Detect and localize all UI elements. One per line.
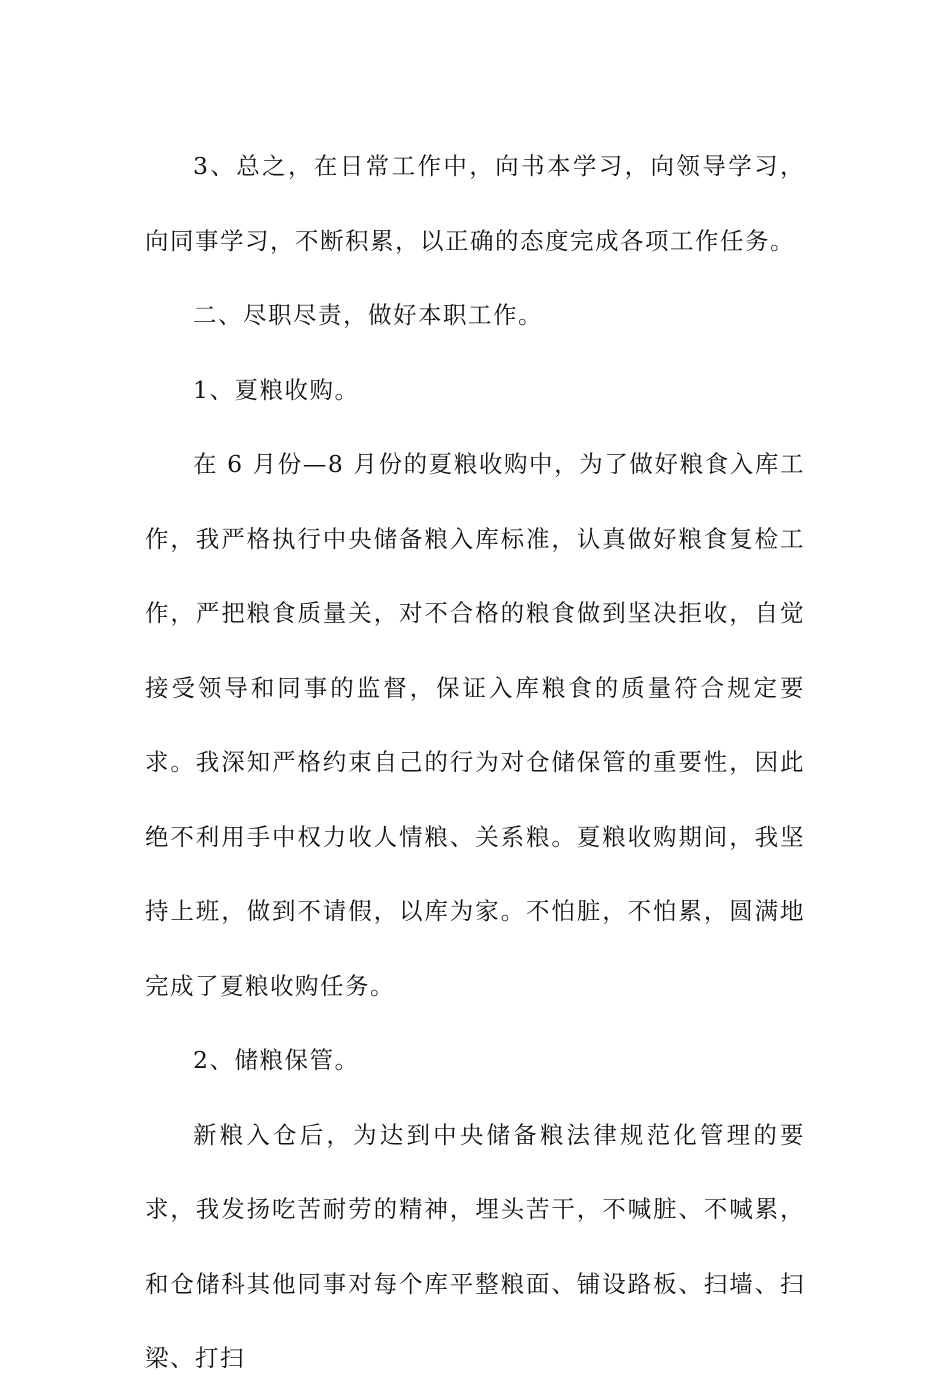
section-heading-duties: 二、尽职尽责，做好本职工作。 bbox=[193, 301, 543, 329]
subheading-grain-storage: 2、储粮保管。 bbox=[193, 1046, 360, 1074]
paragraph-grain-storage: 新粮入仓后，为达到中央储备粮法律规范化管理的要求，我发扬吃苦耐劳的精神，埋头苦干，不喊脏、不喊累，和仓储科其他同事对每个库平整粮面、铺设路板、扫墙、扫梁、打扫 bbox=[145, 1120, 805, 1372]
paragraph-summary: 3、总之，在日常工作中，向书本学习，向领导学习，向同事学习，不断积累，以正确的态度完成各项工作任务。 bbox=[145, 152, 805, 255]
paragraph-summer-grain-purchase: 在 6 月份—8 月份的夏粮收购中，为了做好粮食入库工作，我严格执行中央储备粮入库标准，认真做好粮食复检工作，严把粮食质量关，对不合格的粮食做到坚决拒收，自觉接受领导和同事的监督，保证入库粮食的质量符合规定要求。我深知严格约束自己的行为对仓储保管的重要性，因此绝不利用手中权力收人情粮、关系粮。夏粮收购期间，我坚持上班，做到不请假，以库为家。不怕脏，不怕累，圆满地完成了夏粮收购任务。 bbox=[145, 450, 805, 1000]
subheading-summer-grain-purchase: 1、夏粮收购。 bbox=[193, 375, 360, 404]
document-body bbox=[145, 129, 805, 1396]
